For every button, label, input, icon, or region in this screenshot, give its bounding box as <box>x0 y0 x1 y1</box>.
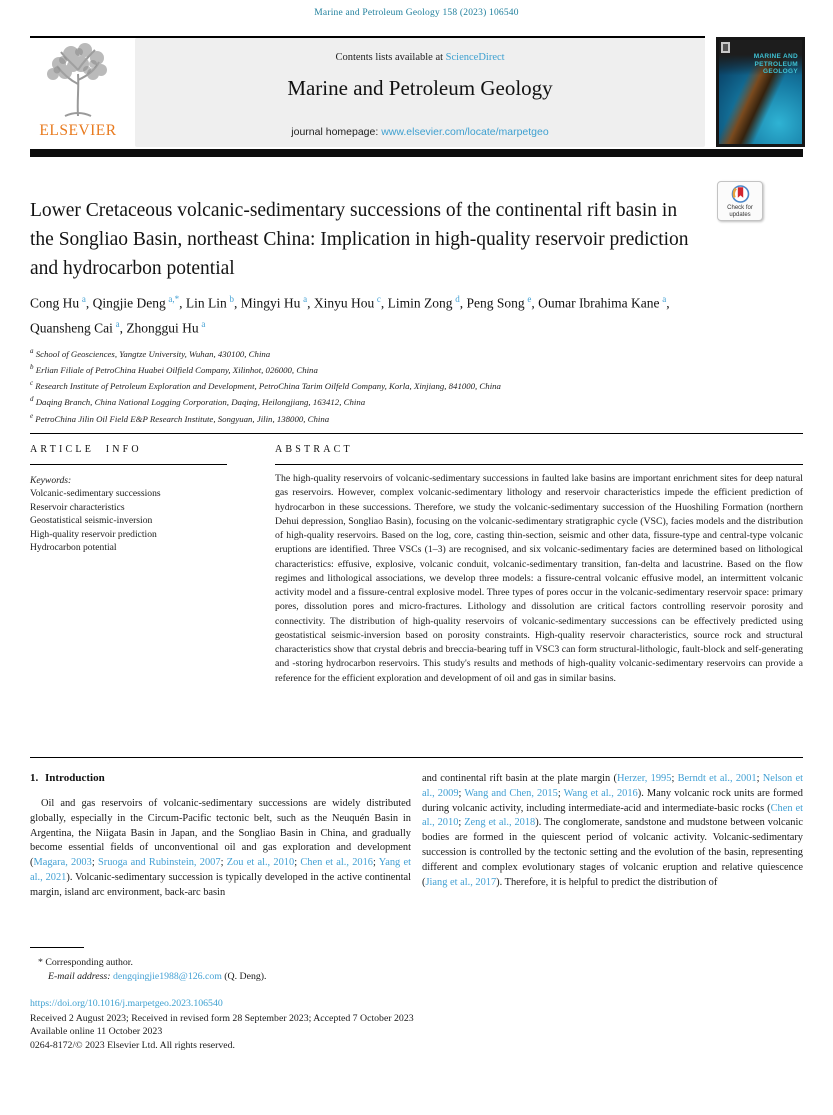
email-suffix: (Q. Deng). <box>221 971 267 982</box>
article-info-heading: ARTICLE INFO <box>30 444 142 455</box>
corresponding-author-line <box>30 956 450 970</box>
citation-link[interactable]: Magara, 2003 <box>33 857 92 869</box>
citation-link[interactable]: Wang and Chen, 2015 <box>464 787 558 799</box>
citation-link[interactable]: Nelson et al., 2009 <box>422 773 803 799</box>
email-link[interactable]: dengqingjie1988@126.com <box>112 971 222 982</box>
keywords-block <box>30 474 240 554</box>
author-affiliation-sup: a <box>303 294 308 304</box>
citation-link[interactable]: Chen et al., 2016 <box>300 857 373 869</box>
divider-rule-bottom <box>30 757 803 758</box>
footnote-rule <box>30 947 84 948</box>
elsevier-tree-icon <box>37 40 119 124</box>
cover-journal-title <box>754 53 798 76</box>
text-segment: Oil and gas reservoirs of volcanic-sedimentary successions are widely distributed globally, especially in the Circum-Pacific tectonic belt, such as the Neuquén Basin in Argentina, the Niigata Basin in Japan, and the Songliao Basin in China, and gradually become essential fields of unconventional oil and gas exploration and development ( <box>30 798 411 869</box>
journal-cover-thumbnail[interactable] <box>716 37 805 147</box>
corresponding-author-footnote <box>30 956 450 984</box>
author-affiliation-sup: a,* <box>168 294 180 304</box>
author-affiliation-sup: e <box>527 294 532 304</box>
author-affiliation-sup: a <box>81 294 86 304</box>
citation-link[interactable]: Chen et al., 2010 <box>422 802 804 829</box>
cover-title-line: PETROLEUM <box>754 60 798 68</box>
author-name: Qingjie Deng <box>92 295 169 311</box>
text-segment: ). Volcanic-sedimentary succession is typically developed in the active continental margin, island arc environment, back-arc basin <box>30 871 411 898</box>
footnote-marker: * <box>38 957 43 968</box>
author-name: Lin Lin <box>185 295 230 311</box>
doi-link[interactable]: https://doi.org/10.1016/j.marpetgeo.2023.106540 <box>30 998 223 1009</box>
text-segment: ; <box>220 857 227 869</box>
text-segment: ; <box>557 787 564 799</box>
citation-link[interactable]: Herzer, 1995 <box>616 773 672 784</box>
received-dates: Received 2 August 2023; Received in revised form 28 September 2023; Accepted 7 October 2023 <box>30 1012 414 1024</box>
running-head-citation: Marine and Petroleum Geology 158 (2023) 106540 <box>314 8 519 18</box>
elsevier-logo <box>28 40 128 147</box>
keyword-item: High-quality reservoir prediction <box>30 528 157 540</box>
affiliation-line: $^d$ Daqing Branch, China National Logging Corporation, Daqing, Heilongjiang, 163412, China <box>30 395 366 408</box>
keywords-label: Keywords: <box>30 475 72 486</box>
abstract-text: The high-quality reservoirs of volcanic-sedimentary successions in faulted lake basins are important enrichment sites for deep natural gas reservoirs. However, complex volcanic-sedimentary lithology and reservoir characteristics impede the efficient prediction of hydrocarbon in these successions. Therefore, we study the volcanic-sedimentary succession of the Huoshiling Formation (northern Dehui depression, Songliao Basin), focusing on the volcanic-sedimentary stratigraphic cycle (VSC), facies models and the distribution of high-quality reservoirs. Based on the log, core, casting thin-section, seismic and other data, fissure-type and central-type volcanic eruptions are identified. Three VSCs (1–3) are recognised, and six volcanic-sedimentary facies are determined based on lithological characteristics: effusive, explosive, volcanic conduit, volcanic-sedimentary transition, fan-delta and lacustrine. Based on the flow regimes and lithological associations, we develop three models: a fissure-central volcanic effusive model, an intermittent volcanic activity model and a fissure-central explosive model. Three types of pores occur in the volcanic-sedimentary reservoir space: primary pores, dissolution pores and micro-fractures. Lithology and dissolution are critical factors controlling reservoir porosity and connectivity. The distribution of high-quality reservoirs of volcanic-sedimentary successions can be effectively predicted using geostatistical seismic-inversion based on porosity constraints. High-quality reservoir characteristics, source rock and structural characteristics show that crystal debris and breccia-bearing tuff in VSC3 can form structural-lithologic, fault-block and self-generating and -storing hydrocarbon reservoirs. This study's results and methods of high-quality volcanic-sedimentary reservoirs can provide a reference for the efficient exploration and development of oil and gas in similar basins. <box>275 473 803 684</box>
keyword-item: Reservoir characteristics <box>30 501 125 513</box>
introduction-column-right <box>422 772 803 890</box>
cover-title-line: MARINE AND <box>753 53 798 60</box>
journal-header-box <box>135 38 705 147</box>
author-affiliation-sup: a <box>662 294 667 304</box>
email-label: E-mail address: <box>48 971 111 982</box>
homepage-prefix: journal homepage: <box>291 126 382 138</box>
author-name: Mingyi Hu <box>240 295 304 311</box>
check-for-updates-icon <box>730 184 751 205</box>
abstract-heading: ABSTRACT <box>275 444 353 455</box>
author-name: Cong Hu <box>30 295 82 311</box>
text-segment: ; <box>671 773 678 784</box>
cover-image <box>719 40 802 144</box>
cover-publisher-logo-icon <box>721 42 730 53</box>
author-affiliation-sup: a <box>115 318 120 329</box>
text-segment: ). Therefore, it is helpful to predict the distribution of <box>496 876 718 888</box>
contents-line <box>135 52 705 63</box>
text-segment: ; <box>294 857 301 869</box>
text-segment: ; <box>756 773 763 784</box>
divider-rule <box>30 433 803 434</box>
author-name: Xinyu Hou <box>313 295 377 311</box>
header-bottom-bar <box>30 149 803 157</box>
author-affiliation-sup: d <box>455 294 460 304</box>
article-title: Lower Cretaceous volcanic-sedimentary successions of the continental rift basin in the Songliao Basin, northeast China: Implication in high-quality reservoir prediction and hydrocarbon potential <box>30 200 689 279</box>
citation-link[interactable]: Yang et al., 2021 <box>30 857 411 883</box>
text-segment: ; <box>91 857 98 869</box>
keyword-item: Hydrocarbon potential <box>30 542 117 554</box>
keyword-item: Geostatistical seismic-inversion <box>30 515 153 527</box>
citation-link[interactable]: Zeng et al., 2018 <box>464 817 536 829</box>
author-name: Zhonggui Hu <box>126 320 202 335</box>
contents-prefix: Contents lists available at <box>335 52 446 63</box>
affiliation-line: $^a$ School of Geosciences, Yangtze University, Wuhan, 430100, China <box>30 347 271 359</box>
citation-link[interactable]: Jiang et al., 2017 <box>425 876 497 888</box>
author-name: Oumar Ibrahima Kane <box>538 295 663 311</box>
copyright-line: 0264-8172/© 2023 Elsevier Ltd. All rights reserved. <box>30 1039 235 1051</box>
article-info-rule <box>30 464 227 465</box>
abstract-rule <box>275 464 803 465</box>
citation-link[interactable]: Wang et al., 2016 <box>563 787 638 799</box>
introduction-column-left <box>30 797 411 901</box>
author-name: Peng Song <box>466 295 528 311</box>
text-segment: and continental rift basin at the plate margin ( <box>422 773 617 784</box>
sciencedirect-link[interactable]: ScienceDirect <box>445 52 505 63</box>
affiliation-line: $^c$ Research Institute of Petroleum Exploration and Development, PetroChina Tarim Oilfeld Company, Korla, Xinjiang, 841000, China <box>30 379 501 392</box>
citation-link[interactable]: Berndt et al., 2001 <box>677 773 757 784</box>
author-affiliation-sup: c <box>376 294 381 304</box>
author-affiliation-sup: a <box>201 318 206 329</box>
corresponding-author-text: Corresponding author. <box>45 957 133 968</box>
elsevier-wordmark: ELSEVIER <box>39 122 117 139</box>
author-affiliation-sup: b <box>229 294 234 304</box>
email-line <box>30 970 450 984</box>
author-name: Limin Zong <box>387 295 456 311</box>
homepage-line <box>135 126 705 138</box>
keyword-item: Volcanic-sedimentary successions <box>30 488 161 500</box>
text-segment: ; <box>458 817 465 829</box>
affiliation-line: $^b$ Erlian Filiale of PetroChina Huabei Oilfield Company, Xilinhot, 026000, China <box>30 363 318 376</box>
text-segment: ). The conglomerate, sandstone and mudstone between volcanic bodies are formed in the quiescent period of volcanic activity. Volcanic-sedimentary succession is controlled by the tectonic setting and the evolution of the basin, representing different and complex evolutionary stages of volcanic eruption and relative quiescence ( <box>422 817 803 888</box>
cover-title-line: GEOLOGY <box>763 68 798 75</box>
text-segment: ; <box>458 787 465 799</box>
text-segment: ; <box>372 857 379 869</box>
affiliation-line: $^e$ PetroChina Jilin Oil Field E&P Research Institute, Songyuan, Jilin, 138000, China <box>30 411 330 424</box>
check-for-updates-label: Check for updates <box>727 205 753 218</box>
check-for-updates-badge[interactable] <box>717 181 763 221</box>
author-name: Quansheng Cai <box>30 320 116 335</box>
text-segment: ). Many volcanic rock units are formed during volcanic activity, including intermediate-acid and intermediate-basic rocks ( <box>422 787 803 814</box>
introduction-heading: 1. Introduction <box>30 772 105 784</box>
homepage-link[interactable]: www.elsevier.com/locate/marpetgeo <box>381 126 549 138</box>
journal-name: Marine and Petroleum Geology <box>287 76 553 100</box>
keyword-list <box>30 487 240 554</box>
available-online: Available online 11 October 2023 <box>30 1026 163 1038</box>
citation-link[interactable]: Sruoga and Rubinstein, 2007 <box>97 857 221 869</box>
author-list: Cong Hu $^a$, Qingjie Deng $^{a,*}$, Lin Lin $^b$, Mingyi Hu $^a$, Xinyu Hou $^c$, Limin Zong $^d$, Peng Song $^e$, Oumar Ibrahima Kane $^a$, Quansheng Cai $^a$, Zhonggui Hu $^a$ <box>30 294 670 335</box>
citation-link[interactable]: Zou et al., 2010 <box>226 857 295 869</box>
article-footer <box>30 997 803 1052</box>
affiliation-list <box>30 345 770 426</box>
